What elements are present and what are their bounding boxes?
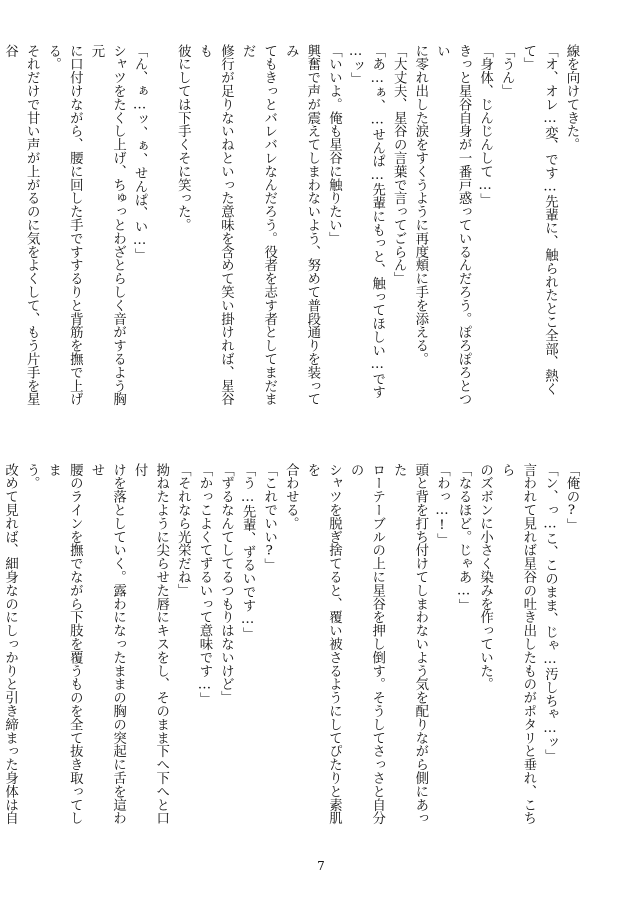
text-line: 「俺の?」: [564, 463, 579, 532]
text-line: 「身体、じんじんして…」: [477, 44, 493, 207]
text-line: 「オ、オレ…変、です…先輩に、触られたとこ全部、熱くて」: [520, 44, 558, 396]
text-line: 頭と背を打ち付けてしまわないよう気を配りながら側にあった: [391, 463, 428, 825]
text-line: 合わせる。: [283, 463, 299, 530]
text-line: のズボンに小さく染みを作っていた。: [477, 463, 493, 691]
text-line: 彼にしては下手くそに笑った。: [175, 44, 191, 232]
page-number: 7: [317, 859, 325, 873]
text-line: 興奮で声が震えてしまわないよう、努めて普段通りを装ってみ: [283, 44, 320, 406]
text-line: シャツを脱ぎ捨てると、覆い被さるようにしてぴたりと素肌を: [304, 463, 342, 825]
text-line: 修行が足りないねといった意味を含めて笑い掛ければ、星谷も: [196, 44, 234, 406]
text-line: 拗ねたように尖らせた唇にキスをし、そのまま下へ下へと口付: [132, 463, 169, 825]
text-line: 「ずるなんてしてるつもりはないけど」: [218, 463, 234, 705]
text-line: てもきっとバレバレなんだろう。役者を志す者としてまだまだ: [240, 44, 277, 406]
text-line: 「うん」: [499, 44, 515, 98]
text-line: 「これでいい?」: [261, 463, 277, 572]
text-line: 「それなら光栄だね」: [175, 463, 191, 597]
text-line: ローテーブルの上に星谷を押し倒す。そうしてさっさと自分の: [348, 463, 385, 825]
text-line: に口付けながら、腰に回した手ですするりと背筋を撫で上げる。: [45, 44, 83, 406]
text-line: 「ん、ぁ…ッ、ぁ、せんぱ、い…」: [132, 44, 148, 262]
text-line: 「いいよ。俺も星谷に触りたい」: [326, 44, 342, 245]
text-line: 「あ…ぁ、…せんぱ…先輩にもっと、触ってほしい…です: [369, 44, 385, 399]
text-line: 「なるほど。じゃあ…」: [456, 463, 472, 612]
lower-text-block: [2, 463, 582, 825]
text-line: …ッ」: [348, 44, 364, 86]
text-line: に零れ出した涙をすくうように再度頬に手を添える。: [412, 44, 428, 366]
text-line: けを落としていく。露わになったままの胸の突起に舌を這わせ: [88, 463, 126, 825]
text-line: 「大丈夫、星谷の言葉で言ってごらん」: [391, 44, 407, 286]
text-line: [154, 44, 169, 57]
text-line: 線を向けてきた。: [564, 44, 579, 152]
text-line: 「ン、っ…こ、このまま、じゃ…汚しちゃ…ッ」: [542, 463, 558, 763]
text-line: 言われて見れば星谷の吐き出したものがポタリと垂れ、こちら: [499, 463, 536, 825]
text-line: 改めて見れば、細身なのにしっかりと引き締まった身体は自: [2, 463, 18, 825]
text-line: きっと星谷自身が一番戸惑っているんだろう。ぽろぽろとつい: [434, 44, 472, 406]
text-line: 「かっこよくてずるいって意味です…」: [196, 463, 212, 706]
upper-text-block: [2, 44, 582, 406]
text-line: それだけで甘い声が上がるのに気をよくして、もう片手を星谷: [2, 44, 40, 406]
text-line: 腰のラインを撫でながら下肢を覆うものを全て抜き取ってしま: [45, 463, 83, 825]
text-line: 「わっ…!」: [434, 463, 450, 547]
text-line: 「う…先輩、ずるいです…」: [240, 463, 256, 641]
text-line: う。: [24, 463, 40, 490]
text-line: シャツをたくし上げ、ちゅっとわざとらしく音がするよう胸元: [88, 44, 126, 406]
